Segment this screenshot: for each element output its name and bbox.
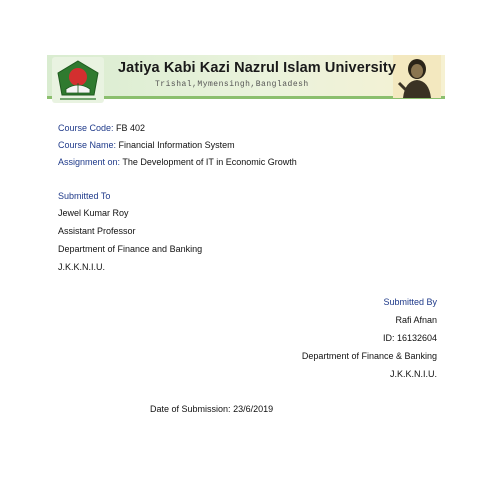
course-name-value: Financial Information System bbox=[118, 140, 235, 150]
course-name-line bbox=[58, 140, 235, 151]
poet-portrait-image bbox=[393, 55, 441, 98]
submission-date-line bbox=[150, 404, 273, 415]
submitted-to-institution: J.K.K.N.I.U. bbox=[58, 262, 106, 272]
submitted-by-heading: Submitted By bbox=[383, 297, 437, 307]
submitted-to-department: Department of Finance and Banking bbox=[58, 244, 203, 254]
assignment-line bbox=[58, 157, 297, 168]
submitted-to-name: Jewel Kumar Roy bbox=[58, 208, 129, 218]
course-code-line bbox=[58, 123, 145, 134]
assignment-label: Assignment on: bbox=[58, 157, 121, 167]
university-name: Jatiya Kabi Kazi Nazrul Islam University bbox=[118, 60, 396, 76]
submitted-to-heading: Submitted To bbox=[58, 191, 111, 201]
submitted-to-title: Assistant Professor bbox=[58, 226, 136, 236]
course-code-label: Course Code: bbox=[58, 123, 114, 133]
submission-date-label: Date of Submission: bbox=[150, 404, 231, 414]
university-location: Trishal,Mymensingh,Bangladesh bbox=[155, 80, 309, 89]
submitted-by-department: Department of Finance & Banking bbox=[301, 351, 437, 361]
course-code-value: FB 402 bbox=[116, 123, 146, 133]
submitted-by-id: ID: 16132604 bbox=[382, 333, 437, 343]
submitted-by-institution: J.K.K.N.I.U. bbox=[389, 369, 437, 379]
header-accent-line bbox=[47, 96, 445, 99]
submission-date-value: 23/6/2019 bbox=[233, 404, 274, 414]
assignment-value: The Development of IT in Economic Growth bbox=[122, 157, 297, 167]
university-logo bbox=[50, 55, 106, 105]
course-name-label: Course Name: bbox=[58, 140, 117, 150]
submitted-by-name: Rafi Afnan bbox=[395, 315, 437, 325]
